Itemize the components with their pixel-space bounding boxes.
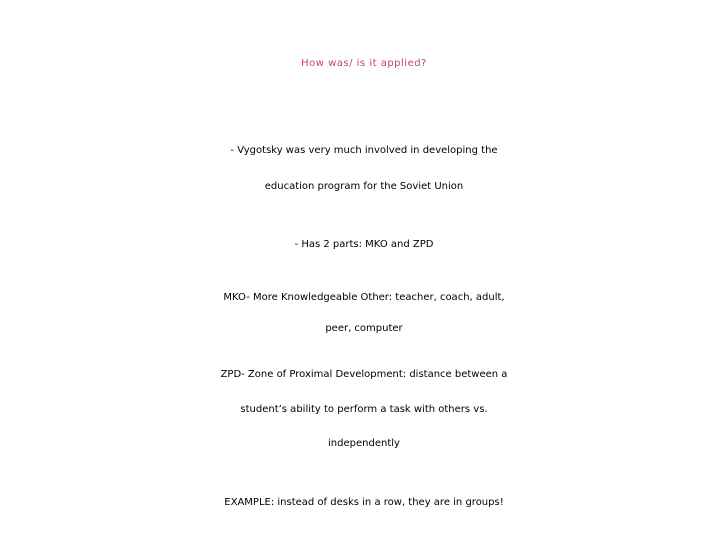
zpd-line-3: independently (328, 438, 400, 449)
example-line: EXAMPLE: instead of desks in a row, they are in groups! (224, 497, 504, 508)
zpd-line-1: ZPD- Zone of Proximal Development: distance between a (220, 369, 508, 380)
bullet-two-parts: - Has 2 parts: MKO and ZPD (294, 239, 434, 250)
mko-line-1: MKO- More Knowledgeable Other: teacher, coach, adult, (223, 292, 505, 303)
slide-title: How was/ is it applied? (301, 58, 427, 69)
mko-line-2: peer, computer (325, 323, 403, 334)
zpd-line-2: student’s ability to perform a task with others vs. (240, 404, 488, 415)
bullet-vygotsky-line-2: education program for the Soviet Union (264, 181, 464, 192)
bullet-vygotsky-line-1: - Vygotsky was very much involved in developing the (230, 145, 498, 156)
